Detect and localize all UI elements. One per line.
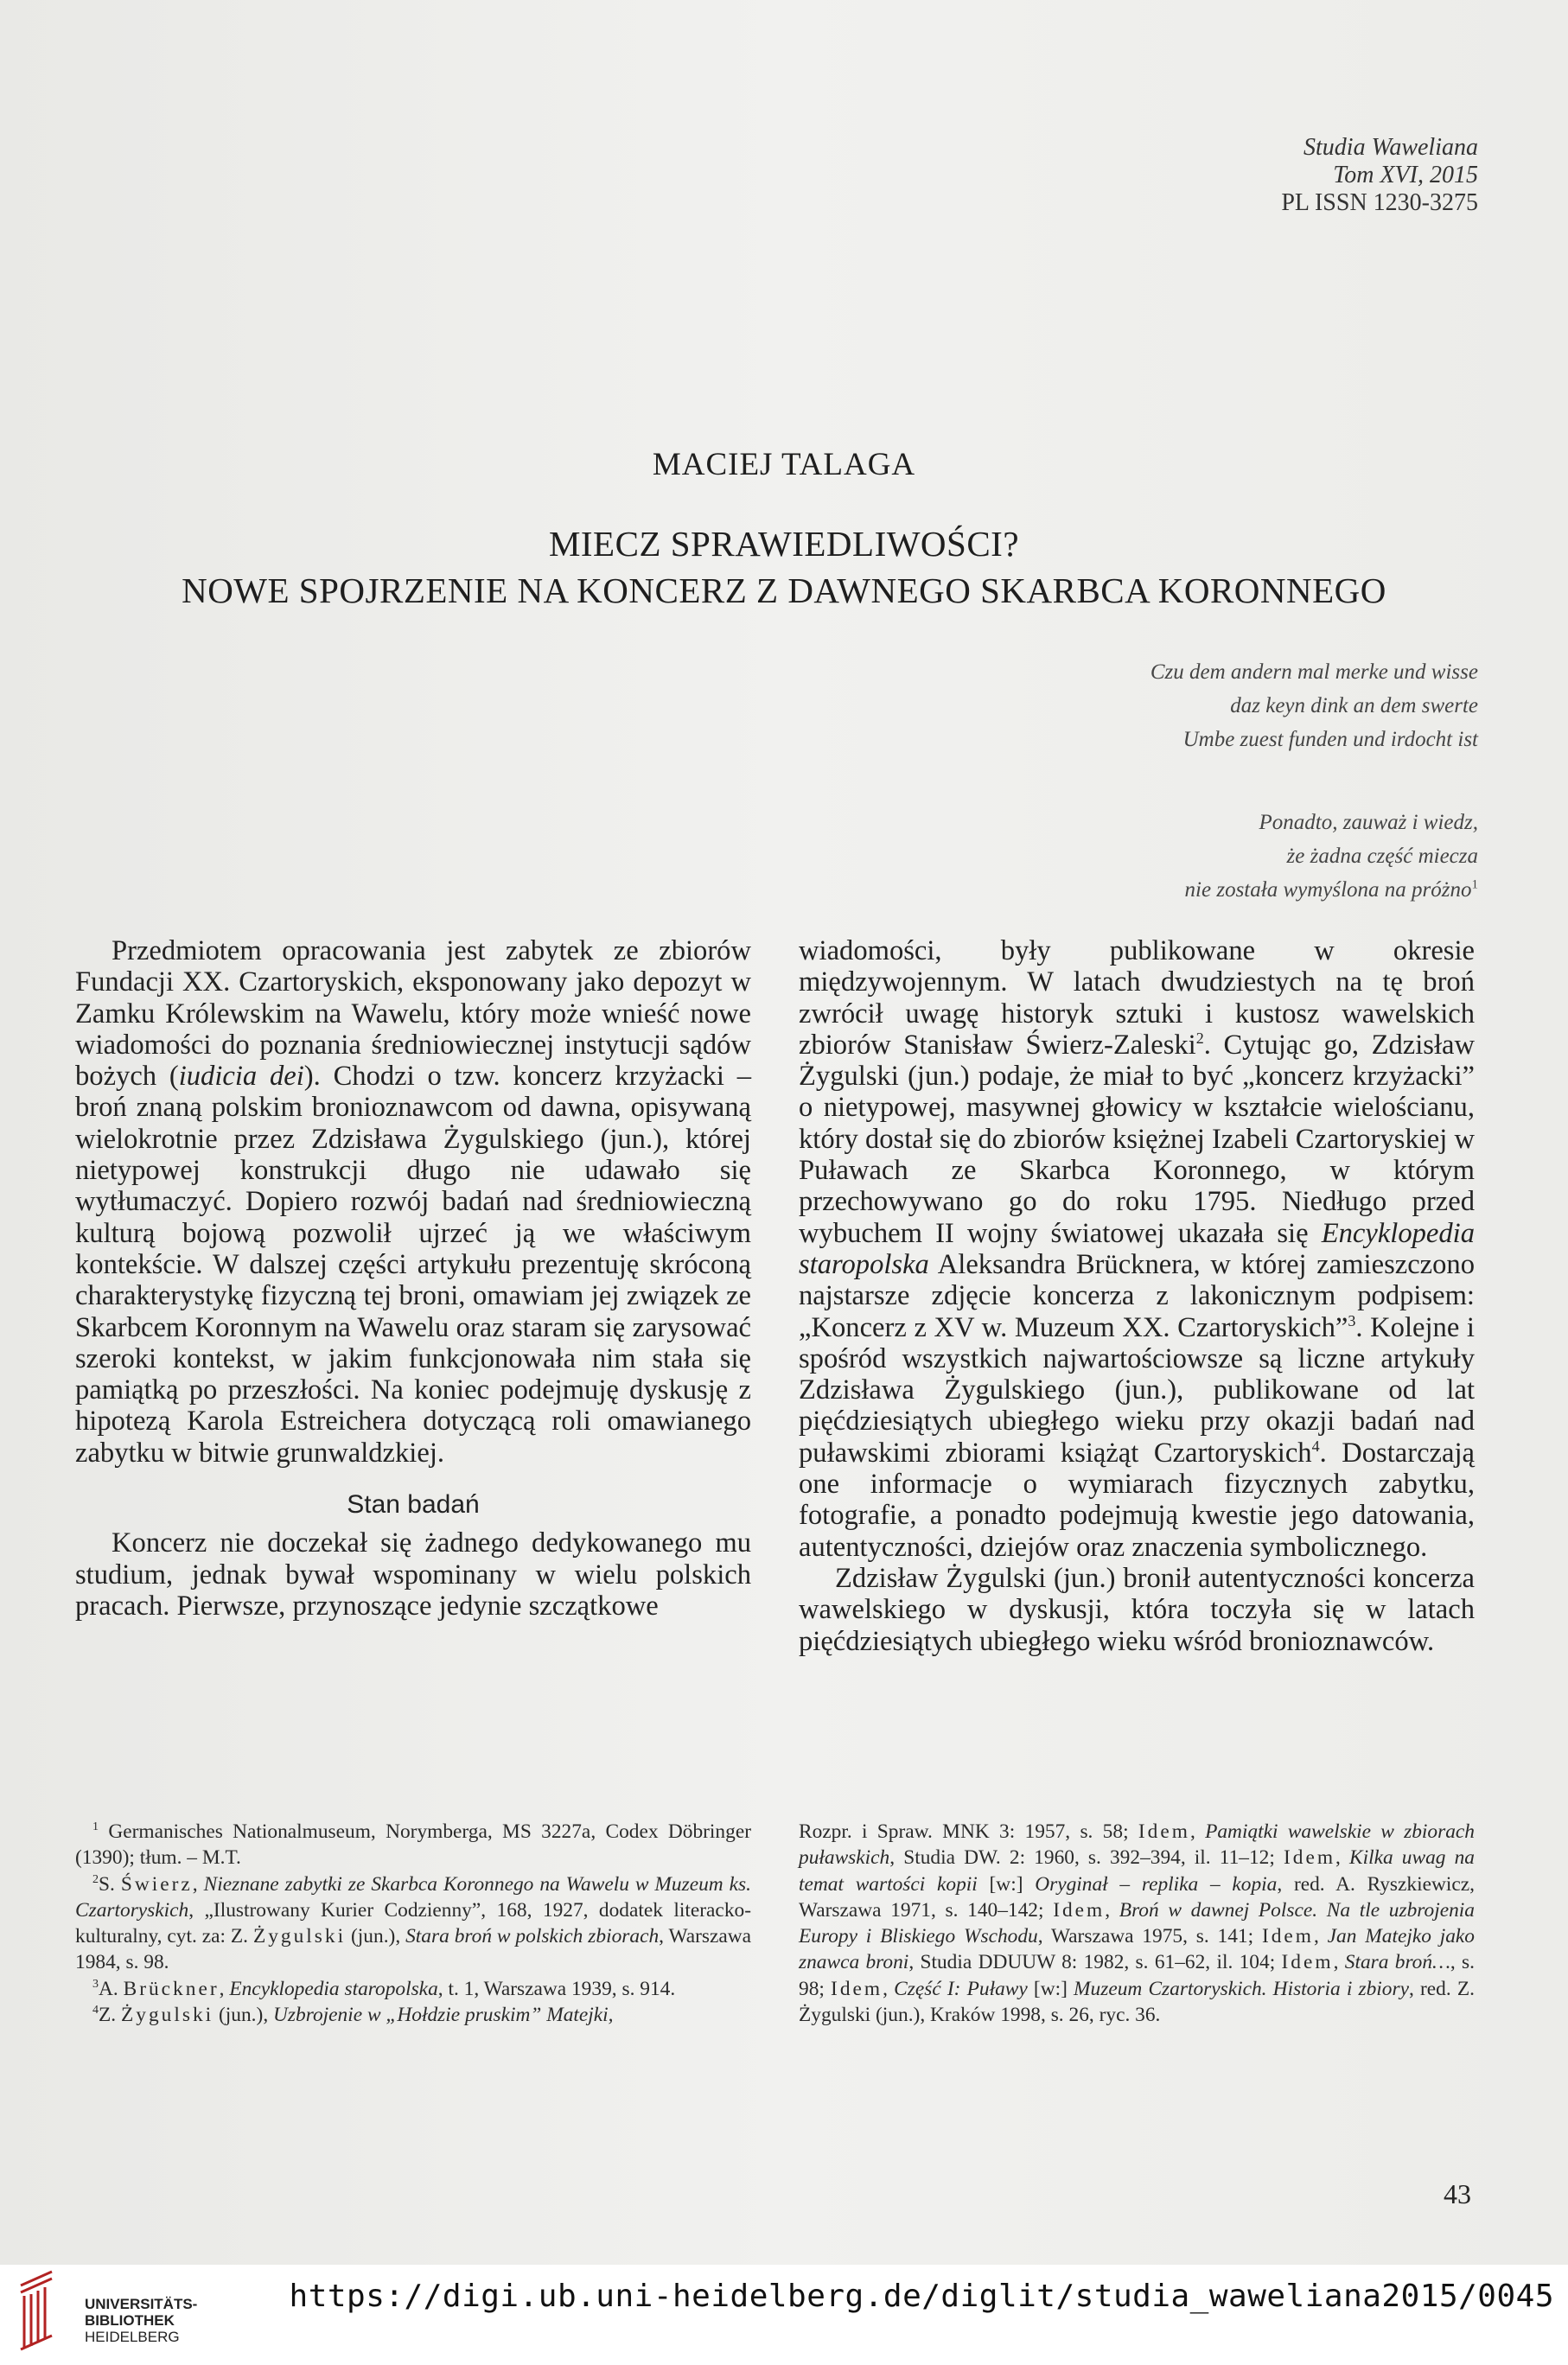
library-name-line-1: UNIVERSITÄTS- bbox=[85, 2296, 198, 2312]
journal-issn: PL ISSN 1230-3275 bbox=[1281, 189, 1478, 216]
title-line-2: NOWE SPOJRZENIE NA KONCERZ Z DAWNEGO SKARBCA KORONNEGO bbox=[182, 571, 1386, 610]
intro-paragraph: Przedmiotem opracowania jest zabytek ze zbiorów Fundacji XX. Czartoryskich, eksponowany jako depozyt w Zamku Królewskim na Wawelu, który może wnieść nowe wiadomości do poznania średniowiecznej instytucji sądów bożych (iudicia dei). Chodzi o tzw. koncerz krzyżacki – broń znaną polskim bronioznawcom od dawna, opisywaną wielokrotnie przez Zdzisława Żygulskiego (jun.), której nietypowej konstrukcji długo nie udawało się wytłumaczyć. Dopiero rozwój badań nad średniowieczną kulturą bojową pozwolił ujrzeć ją we właściwym kontekście. W dalszej części artykułu prezentuję skróconą charakterystykę fizyczną tej broni, omawiam jej związek ze Skarbcem Koronnym na Wawelu oraz staram się zarysować szeroki kontekst, w jakim funkcjonowała nim stała się pamiątką po przeszłości. Na koniec podejmuję dyskusję z hipotezą Karola Estreichera dotyczącą roli omawianego zabytku w bitwie grunwaldzkiej. bbox=[75, 935, 751, 1469]
source-url-link[interactable]: https://digi.ub.uni-heidelberg.de/diglit/studia_waweliana2015/0045 bbox=[289, 2279, 1554, 2314]
footnote-4-continued: Rozpr. i Spraw. MNK 3: 1957, s. 58; Idem, Pamiątki wawelskie w zbiorach puławskich, Studia DW. 2: 1960, s. 392–394, il. 11–12; Idem, Kilka uwag na temat wartości kopii [w:] Oryginał – replika – kopia, red. A. Ryszkiewicz, Warszawa 1971, s. 140–142; Idem, Broń w dawnej Polsce. Na tle uzbrojenia Europy i Bliskiego Wschodu, Warszawa 1975, s. 141; Idem, Jan Matejko jako znawca broni, Studia DDUUW 8: 1982, s. 61–62, il. 104; Idem, Stara broń…, s. 98; Idem, Część I: Puławy [w:] Muzeum Czartoryskich. Historia i zbiory, red. Z. Żygulski (jun.), Kraków 1998, s. 26, ryc. 36. bbox=[799, 1820, 1476, 2027]
journal-header bbox=[1281, 134, 1478, 217]
motto-translation-line-1: Ponadto, zauważ i wiedz, bbox=[1259, 811, 1478, 834]
research-paragraph-1-continued: wiadomości, były publikowane w okresie międzywojennym. W latach dwudziestych na tę broń zwrócił uwagę historyk sztuki i kustosz wawelskich zbiorów Stanisław Świerz-Zaleski$^2$. Cytując go, Zdzisław Żygulski (jun.) podaje, że miał to być „koncerz krzyżacki” o nietypowej, masywnej głowicy w kształcie wielościanu, który dostał się do zbiorów księżnej Izabeli Czartoryskiej w Puławach ze Skarbca Koronnego, w którym przechowywano go do roku 1795. Niedługo przed wybuchem II wojny światowej ukazała się Encyklopedia staropolska Aleksandra Brücknera, w której zamieszczono najstarsze zdjęcie koncerza z lakonicznym podpisem: „Koncerz z XV w. Muzeum XX. Czartoryskich”$^3$. Kolejne i spośród wszystkich najwartościowsze są liczne artykuły Zdzisława Żygulskiego (jun.), publikowane od lat pięćdziesiątych ubiegłego wieku przy okazji badań nad puławskimi zbiorami książąt Czartoryskich$^4$. Dostarczają one informacje o wymiarach fizycznych zabytku, fotografie, a ponadto podejmują kwestie jego datowania, autentyczności, dziejów oraz znaczenia symbolicznego. bbox=[799, 935, 1476, 1563]
library-name bbox=[85, 2296, 197, 2345]
footnote-3: $^3$A. Brückner, Encyklopedia staropolska, t. 1, Warszawa 1939, s. 914. bbox=[92, 1977, 676, 2000]
library-logo-icon bbox=[12, 2266, 74, 2353]
footnotes-right bbox=[799, 1819, 1475, 2028]
journal-name: Studia Waweliana bbox=[1303, 134, 1478, 161]
footnote-ref-2[interactable]: 2 bbox=[1195, 1030, 1204, 1048]
research-paragraph-1: Koncerz nie doczekał się żadnego dedykowanego mu studium, jednak bywał wspominany w wielu polskich pracach. Pierwsze, przynoszące jedynie szczątkowe bbox=[75, 1527, 751, 1622]
title-line-1: MIECZ SPRAWIEDLIWOŚCI? bbox=[548, 524, 1020, 564]
right-column bbox=[799, 935, 1475, 1657]
motto-translation bbox=[1185, 806, 1478, 907]
motto-original bbox=[1151, 655, 1478, 756]
footnote-4: $^4$Z. Żygulski (jun.), Uzbrojenie w „Hołdzie pruskim” Matejki, bbox=[92, 2004, 614, 2027]
footnote-ref-4[interactable]: 4 bbox=[1311, 1437, 1320, 1455]
footnote-1: $^1$ Germanisches Nationalmuseum, Norymberga, MS 3227a, Codex Döbringer (1390); tłum. – M.T. bbox=[75, 1820, 751, 1870]
page-number: 43 bbox=[1444, 2178, 1471, 2209]
footnote-ref-3[interactable]: 3 bbox=[1348, 1311, 1356, 1329]
article-title bbox=[0, 520, 1568, 614]
motto-original-line-1: Czu dem andern mal merke und wisse bbox=[1150, 660, 1478, 684]
research-paragraph-2: Zdzisław Żygulski (jun.) bronił autentyczności koncerza wawelskiego w dyskusji, która toczyła się w latach pięćdziesiątych ubiegłego wieku wśród bronioznawców. bbox=[799, 1562, 1475, 1657]
footnotes-left bbox=[75, 1819, 751, 2028]
motto-original-line-2: daz keyn dink an dem swerte bbox=[1230, 694, 1478, 717]
article-author: MACIEJ TALAGA bbox=[652, 447, 916, 482]
left-column bbox=[75, 935, 751, 1622]
motto-original-line-3: Umbe zuest funden und irdocht ist bbox=[1182, 728, 1478, 751]
footnote-2: $^2$S. Świerz, Nieznane zabytki ze Skarbca Koronnego na Wawelu w Muzeum ks. Czartoryskich, „Ilustrowany Kurier Codzienny”, 168, 1927, dodatek literacko-kulturalny, cyt. za: Z. Żygulski (jun.), Stara broń w polskich zbiorach, Warszawa 1984, s. 98. bbox=[75, 1872, 752, 1974]
motto-translation-line-2: że żadna część miecza bbox=[1286, 845, 1478, 868]
footnote-ref-1[interactable]: 1 bbox=[1471, 877, 1478, 892]
library-name-line-2: BIBLIOTHEK bbox=[85, 2312, 175, 2329]
motto-translation-line-3: nie została wymyślona na próżno$^1$ bbox=[1184, 877, 1478, 902]
section-heading: Stan badań bbox=[347, 1490, 480, 1520]
journal-volume: Tom XVI, 2015 bbox=[1333, 162, 1478, 188]
library-name-line-3: HEIDELBERG bbox=[85, 2329, 180, 2345]
